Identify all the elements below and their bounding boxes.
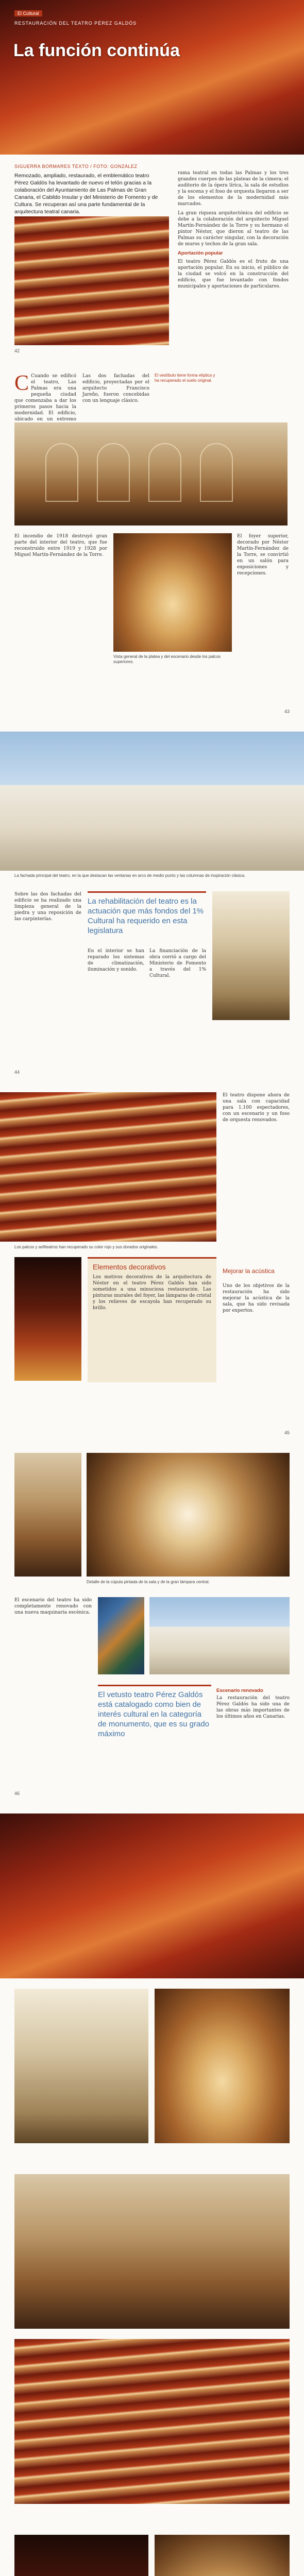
article-byline: SIGUERRA BORMARES TEXTO / FOTO: GONZÁLEZ — [14, 164, 138, 169]
page-5 — [0, 1443, 304, 1804]
column-a — [223, 1092, 290, 1126]
arch-window — [200, 443, 233, 502]
column-b — [88, 948, 144, 976]
photo-caption: El vestíbulo tiene forma elíptica y ha recuperado el suelo original. — [155, 373, 215, 383]
ceiling-photo — [155, 2535, 290, 2576]
stained-glass-photo — [98, 1597, 144, 1674]
paragraph: El foyer superior, decorado por Néstor Martín-Fernández de la Torre, se convirtió en un salón para exposiciones y recepciones. — [237, 534, 289, 576]
corridor-photo — [14, 1453, 81, 1577]
column-b — [82, 373, 149, 407]
box-title: Elementos decorativos — [93, 1263, 166, 1271]
right-column — [178, 170, 289, 293]
auditorium-photo — [113, 533, 232, 652]
subhead: Escenario renovado — [216, 1688, 263, 1693]
paragraph: La financiación de la obra corrió a cargo del Ministerio de Fomento a través del 1% Cultural. — [149, 948, 206, 978]
lobby-photo — [212, 891, 290, 1020]
photo-caption: Los palcos y anfiteatros han recuperado su color rojo y sus dorados originales. — [14, 1245, 158, 1249]
lobby-photo — [14, 1989, 148, 2143]
page-4 — [0, 1082, 304, 1443]
paragraph: Sobre las dos fachadas del edificio se ha realizado una limpieza general de la piedra y una reposición de las carpinterías. — [14, 892, 81, 922]
paragraph: Uno de los objetivos de la restauración ha sido mejorar la acústica de la sala, que ha sido revisada por expertos. — [223, 1283, 290, 1313]
hall-photo — [14, 422, 288, 526]
subhead: Aportación popular — [178, 250, 223, 256]
paragraph: El incendio de 1918 destruyó gran parte del interior del teatro, que fue reconstruido entre 1919 y 1928 por Miguel Martín-Fernández de la Torre. — [14, 534, 107, 557]
paragraph: Las dos fachadas del edificio, proyectadas por el arquitecto Francisco Jareño, fueron concebidas con un lenguaje clásico. — [82, 374, 149, 403]
page-number: 44 — [14, 1070, 20, 1075]
auditorium-photo — [155, 1989, 290, 2143]
column-b — [223, 1283, 290, 1317]
column-c — [14, 533, 107, 561]
article-kicker: RESTAURACIÓN DEL TEATRO PÉREZ GALDÓS — [14, 21, 137, 26]
stage-photo — [14, 2535, 148, 2576]
paragraph: El teatro dispone ahora de una sala con capacidad para 1.100 espectadores, con un escenario y un foso de orquesta renovados. — [223, 1093, 290, 1123]
page-8 — [0, 2524, 304, 2576]
box-text — [93, 1274, 211, 1311]
balconies-photo — [14, 2339, 290, 2504]
paragraph: rama teatral en todas las Palmas y los tres grandes cuerpos de las plateas de la cimera; el auditorio de la ópera lírica, la sala de estudios y la escena y el foso de orquesta llegaron a ser de los elementos de la modernidad más marcados. — [178, 171, 289, 207]
paragraph: En el interior se han reparado los sistemas de climatización, iluminación y sonido. — [88, 948, 144, 972]
page-2 — [0, 361, 304, 722]
balconies-photo — [14, 216, 169, 345]
page-number: 42 — [14, 348, 20, 353]
stage-photo — [14, 1257, 81, 1381]
photo-caption: La fachada principal del teatro, en la que destacan las ventanas en arco de medio punto y las columnas de inspiración clásica. — [14, 873, 246, 878]
page-number: 45 — [284, 1430, 290, 1435]
pull-quote: El vetusto teatro Pérez Galdós está catalogado como bien de interés cultural en la categoría de monumento, que es su grado máximo — [98, 1690, 209, 1738]
pull-quote: La rehabilitación del teatro es la actuación que más fondos del 1% Cultural ha requerido en esta legislatura — [88, 897, 204, 935]
page-7 — [0, 2164, 304, 2525]
arch-window — [45, 443, 78, 502]
photo-caption: Vista general de la platea y del escenario desde los palcos superiores. — [113, 654, 221, 664]
paragraph: La gran riqueza arquitectónica del edificio se debe a la colaboración del arquitecto Miguel Martín-Fernández de la Torre y su hermano el pintor Néstor, que dieron al teatro de las Palmas su carácter singular, con la decoración de muros y techos de la gran sala. — [178, 211, 289, 247]
page-6 — [0, 1803, 304, 2164]
arch-window — [97, 443, 130, 502]
paragraph: El escenario del teatro ha sido completamente renovado con una nueva maquinaria escénica. — [14, 1598, 92, 1615]
subhead: Mejorar la acústica — [223, 1267, 275, 1275]
facade-photo — [0, 732, 304, 871]
theatre-photo — [0, 1814, 304, 1978]
accent-bar — [88, 891, 206, 893]
page-number: 43 — [284, 709, 290, 714]
drop-cap: C — [14, 371, 29, 395]
arch-window — [148, 443, 181, 502]
article-lede: Remozado, ampliado, restaurado, el emblemático teatro Pérez Galdós ha levantado de nuevo el telón gracias a la colaboración del Ayuntamiento de Las Palmas de Gran Canaria, el Cabildo Insular y del Ministerio de Fomento y de Cultura. Se recuperan así una parte fundamental de la arquitectura teatral canaria. — [14, 173, 158, 215]
column-b — [216, 1695, 290, 1723]
page-number: 46 — [14, 1791, 20, 1796]
page-3 — [0, 721, 304, 1082]
photo-caption: Detalle de la cúpula pintada de la sala y de la gran lámpara central. — [87, 1580, 210, 1584]
column-a — [14, 1597, 92, 1619]
exterior-photo — [149, 1597, 290, 1674]
balconies-photo — [0, 1092, 216, 1242]
ceiling-photo — [87, 1453, 290, 1577]
column-a — [14, 891, 81, 925]
paragraph: Los motivos decorativos de la arquitectura de Néstor en el teatro Pérez Galdós han sido sometidos a una minuciosa restauración. Las pinturas murales del foyer, las lámparas de cristal y los relieves de escayola han recuperado su brillo. — [93, 1275, 211, 1311]
column-c — [149, 948, 206, 982]
paragraph: El teatro Pérez Galdós es el fruto de una aportación popular. En su inicio, el público de la ciudad se volcó en la construcción del edificio, que fue levantado con fondos municipales y aportaciones de particulares. — [178, 259, 289, 289]
paragraph: La restauración del teatro Pérez Galdós ha sido una de las obras más importantes de los últimos años en Canarias. — [216, 1696, 290, 1719]
article-title: La función continúa — [13, 40, 180, 60]
page-1 — [0, 0, 304, 361]
section-tag: El Cultural — [14, 10, 42, 16]
sidebar-box — [88, 1257, 216, 1382]
paragraph-text: Cuando se edificó el teatro, Las Palmas era una pequeña ciudad que comenzaba a dar los primeros pasos hacia la modernidad. El edificio, ubicado en un extremo — [14, 374, 76, 422]
accent-bar — [98, 1685, 211, 1686]
hall-photo — [14, 2174, 290, 2329]
column-d — [237, 533, 289, 580]
